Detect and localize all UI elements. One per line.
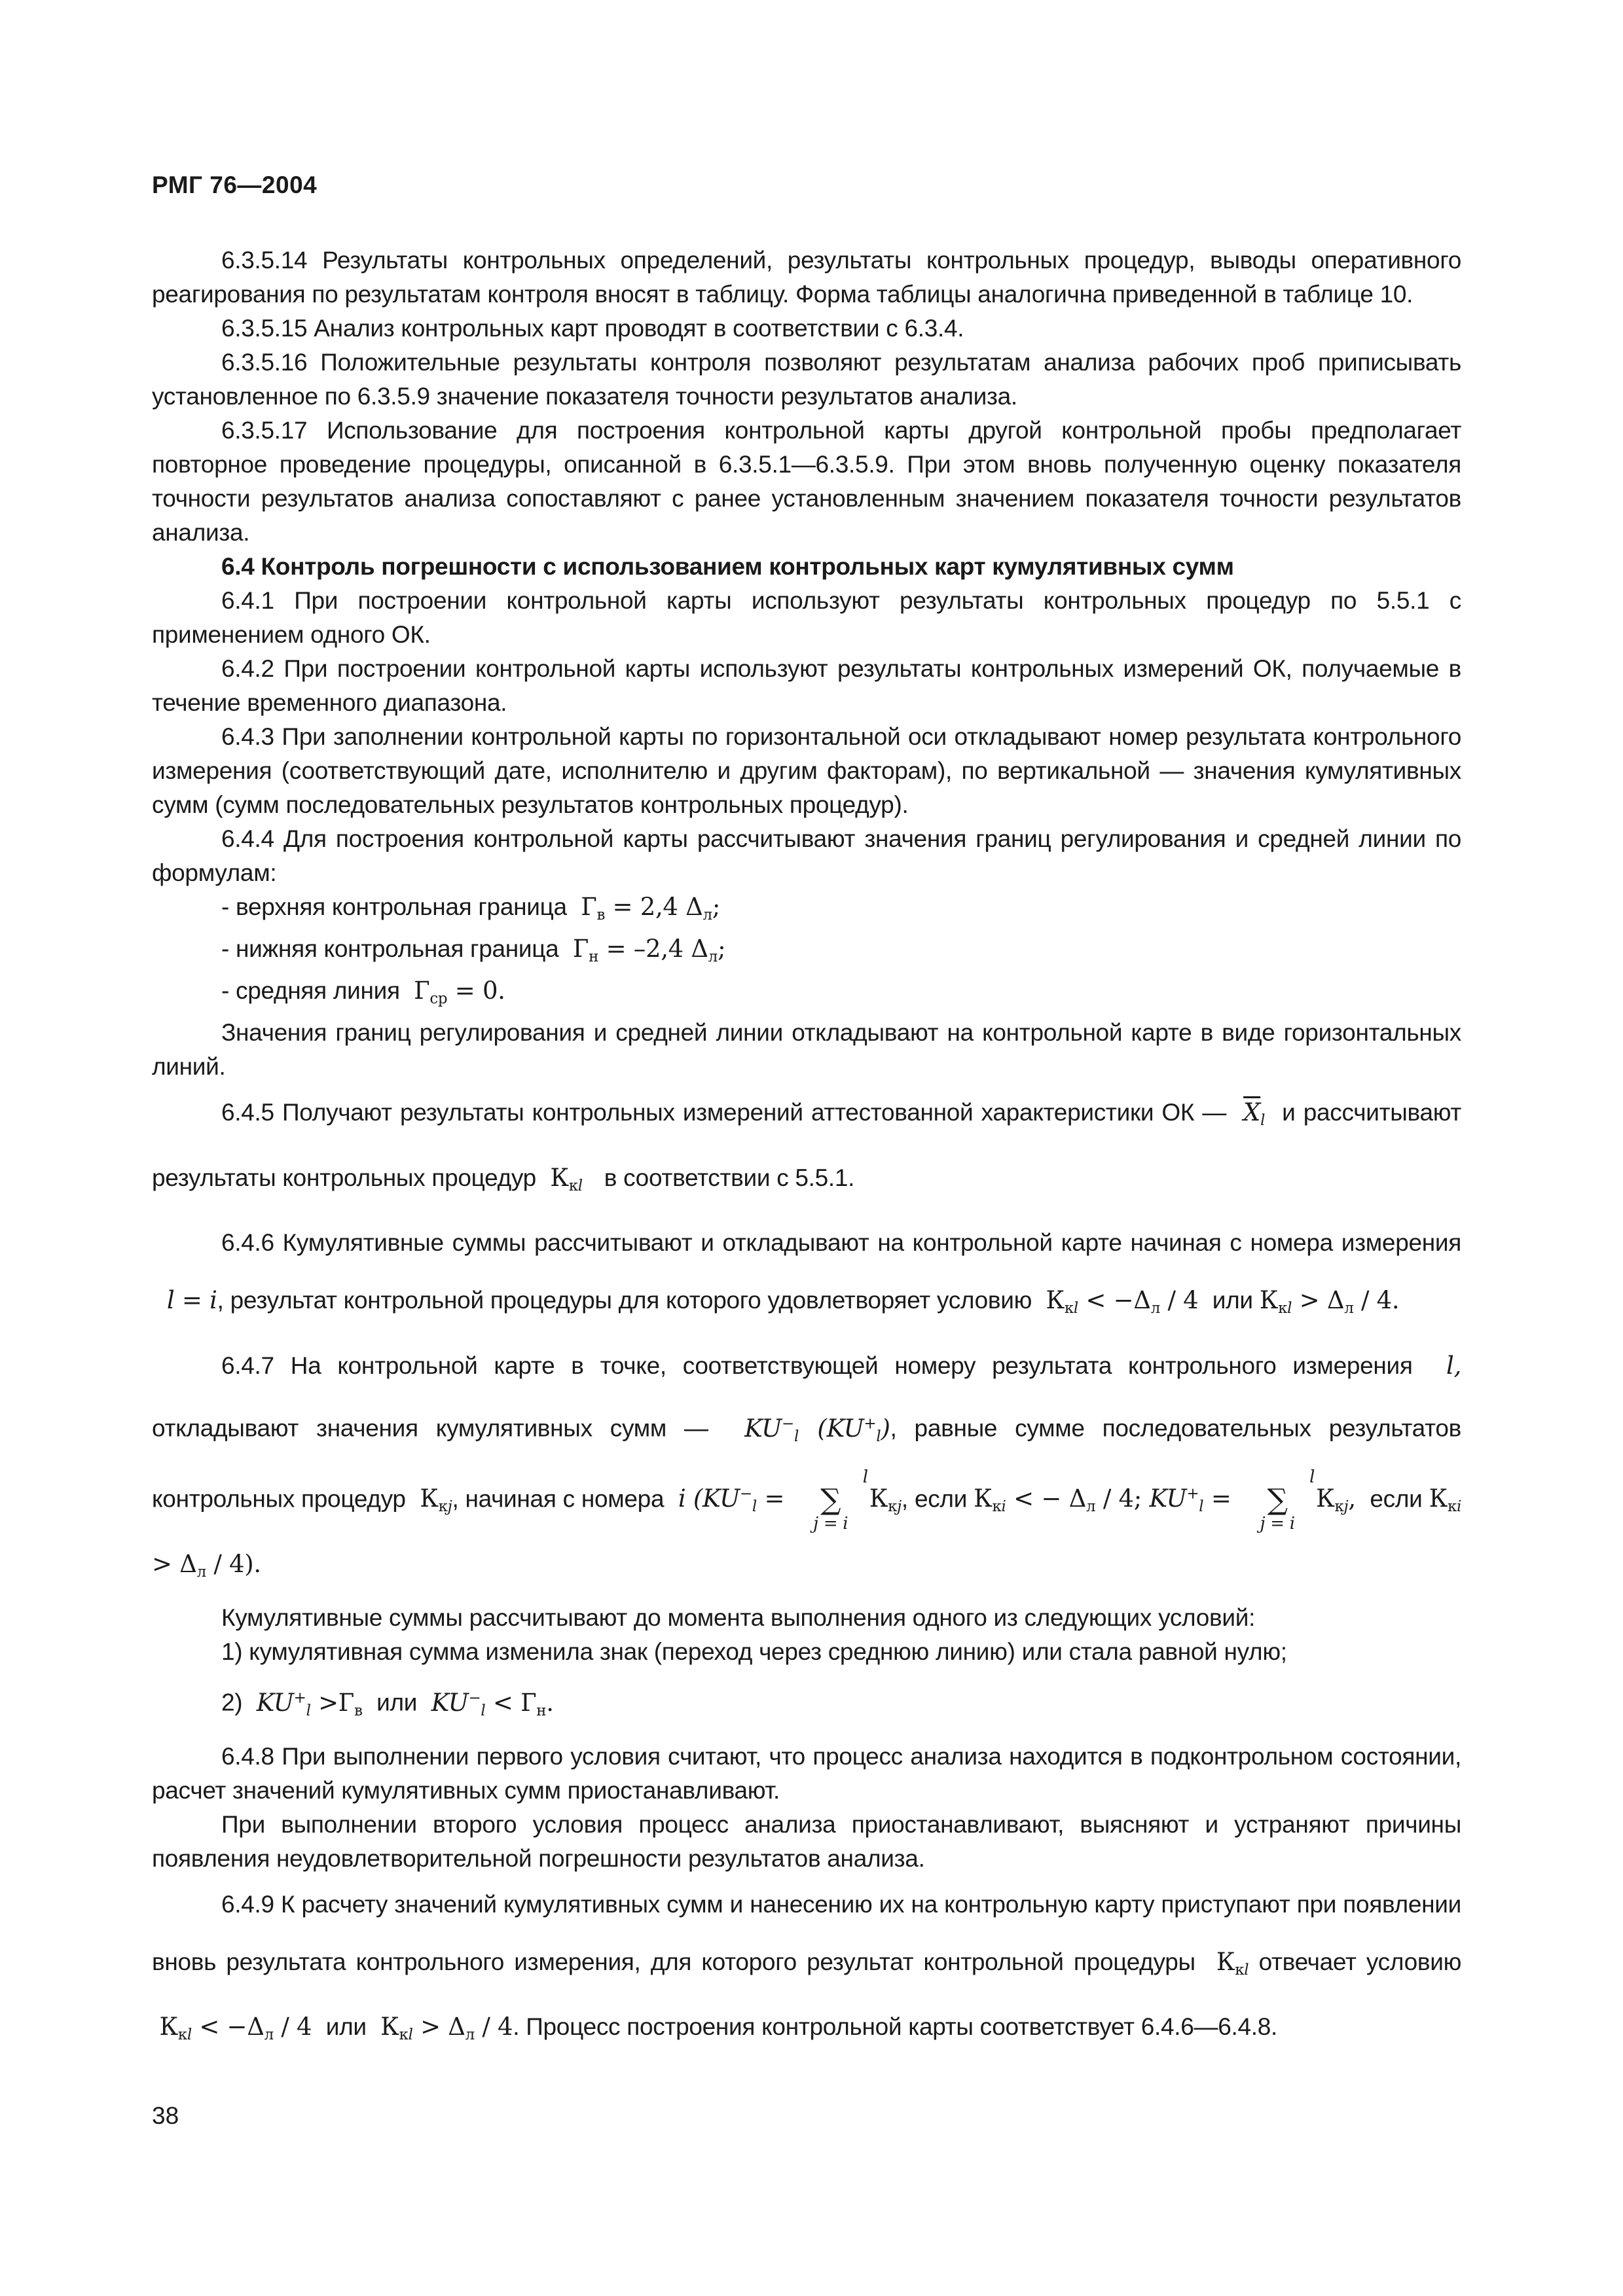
text-segment: откладывают значения кумулятивных сумм —	[152, 1414, 708, 1442]
page-number: 38	[152, 2102, 179, 2129]
paragraph-6-3-5-17: 6.3.5.17 Использование для построения контрольной карты другой контрольной пробы предполагает повторное проведение процедуры, описанной в 6.3.5.1—6.3.5.9. При этом вновь полученную оценку показателя точности результатов анализа сопоставляют с ранее установленным значением показателя точности результатов анализа.	[152, 417, 1461, 546]
list-item-upper-bound	[152, 890, 1461, 932]
text-segment: , если	[901, 1485, 968, 1513]
paragraph-6-4-8: 6.4.8 При выполнении первого условия считают, что процесс анализа находится в подконтрольном состоянии, расчет значений кумулятивных сумм приостанавливают.	[152, 1742, 1461, 1804]
paragraph-6-3-5-15: 6.3.5.15 Анализ контрольных карт проводят в соответствии с 6.3.4.	[221, 315, 964, 342]
formula-l: l,	[1429, 1352, 1462, 1380]
condition-1: 1) кумулятивная сумма изменила знак (переход через среднюю линию) или стала равной нулю;	[221, 1638, 1287, 1666]
paragraph-6-4-4-note: Значения границ регулирования и средней линии откладывают на контрольной карте в виде горизонтальных линий.	[152, 1018, 1461, 1080]
formula-condition-ki-upper: $К_{кi} > \Delta_л / 4$).	[152, 1484, 1462, 1581]
paragraph-6-4-1: 6.4.1 При построении контрольной карты используют результаты контрольных процедур по 5.5.1 с применением одного ОК.	[152, 587, 1461, 648]
text-segment: 6.4.6 Кумулятивные суммы рассчитывают и откладывают на контрольной карте начиная с номера измерения	[221, 1229, 1461, 1257]
text-segment: или	[376, 1689, 418, 1716]
text-segment: 2)	[221, 1689, 243, 1716]
paragraph-6-4-7-continued: Кумулятивные суммы рассчитывают до момента выполнения одного из следующих условий:	[221, 1604, 1256, 1632]
paragraph-6-3-5-14: 6.3.5.14 Результаты контрольных определений, результаты контрольных процедур, выводы оперативного реагирования по результатам контроля вносят в таблицу. Форма таблицы аналогична приведенной в таблице 10.	[152, 247, 1461, 308]
sum-symbol: l ∑ j = i	[1260, 1467, 1315, 1534]
list-item-text: - нижняя контрольная граница	[221, 935, 559, 962]
text-segment: , равные сумме последовательных результатов	[890, 1414, 1462, 1442]
text-segment: , результат контрольной процедуры для которого удовлетворяет условию	[217, 1287, 1032, 1314]
text-segment: , начиная с номера	[452, 1485, 665, 1513]
paragraph-6-4-7	[152, 1337, 1461, 1601]
paragraph-6-4-3: 6.4.3 При заполнении контрольной карты по горизонтальной оси откладывают номер результата контрольного измерения (соответствующий дате, исполнителю и другим факторам), по вертикальной — значения кумулятивных сумм (сумм последовательных результатов контрольных процедур).	[152, 723, 1461, 818]
formula-ku-minus-plus: $KU^-_l$ $(KU^+_l)$	[725, 1414, 890, 1445]
formula-condition-upper: $К_{кl} > \Delta_л / 4$.	[1259, 1286, 1400, 1318]
page-body	[152, 243, 1461, 2064]
list-item-text: - средняя линия	[221, 977, 400, 1004]
formula-l-equals-i: l = i	[152, 1286, 217, 1315]
text-segment: . Процесс построения контрольной карты соответствует 6.4.6—6.4.8.	[513, 2013, 1277, 2041]
paragraph-6-4-5	[152, 1084, 1461, 1215]
text-segment: и рассчитывают результаты контрольных процедур	[152, 1098, 1462, 1191]
list-item-middle-line	[152, 974, 1461, 1016]
paragraph-6-4-2: 6.4.2 При построении контрольной карты используют результаты контрольных измерений ОК, получаемые в течение временного диапазона.	[152, 655, 1461, 716]
paragraph-6-4-4: 6.4.4 Для построения контрольной карты рассчитывают значения границ регулирования и средней линии по формулам:	[152, 825, 1461, 886]
section-heading-6-4: 6.4 Контроль погрешности с использованием контрольных карт кумулятивных сумм	[221, 553, 1234, 580]
paragraph-6-4-9	[152, 1876, 1461, 2064]
formula-lower-bound: $Г_н = -2,4$ $\Delta_л$;	[565, 934, 726, 965]
formula-k-kl: $К_{кl}$	[542, 1163, 583, 1194]
formula-ku-plus-gt-gv: $KU^+_l >Г_в$	[249, 1688, 363, 1719]
formula-ku-minus-sum: i ($KU^-_l = l$ ∑ $j = iК_{кj}$	[670, 1467, 902, 1534]
text-segment: в соответствии с 5.5.1.	[604, 1164, 855, 1191]
formula-condition-upper: $К_{кl} > \Delta_л / 4$	[373, 2013, 513, 2044]
paragraph-6-4-6	[152, 1214, 1461, 1337]
document-code: РМГ 76—2004	[152, 171, 318, 198]
text-segment: контрольных процедур	[152, 1485, 406, 1513]
text-segment: или	[1212, 1287, 1253, 1314]
list-item-lower-bound	[152, 932, 1461, 974]
condition-2	[152, 1669, 1461, 1739]
formula-middle-line: $Г_{ср} = 0$.	[406, 976, 505, 1007]
formula-upper-bound: $Г_в = 2,4$ $\Delta_л$;	[573, 893, 720, 924]
paragraph-6-4-8-second: При выполнении второго условия процесс анализа приостанавливают, выясняют и устраняют причины появления неудовлетворительной погрешности результатов анализа.	[152, 1810, 1461, 1872]
formula-ku-minus-lt-gn: $KU^-_l < Г_н$.	[424, 1688, 554, 1719]
text-segment: 6.4.7 На контрольной карте в точке, соответствующей номеру результата контрольного измерения	[221, 1352, 1413, 1380]
formula-k-kj: $К_{кj}$	[412, 1484, 452, 1516]
text-segment: или	[325, 2013, 367, 2041]
text-segment: 6.4.9 К расчету значений кумулятивных сумм и нанесению их на контрольную карту приступают при появлении вновь результата контрольного измерения, для которого результат контрольной процедуры	[152, 1890, 1461, 1975]
paragraph-6-3-5-16: 6.3.5.16 Положительные результаты контроля позволяют результатам анализа рабочих проб приписывать установленное по 6.3.5.9 значение показателя точности результатов анализа.	[152, 349, 1461, 410]
sum-symbol: l ∑ j = i	[813, 1467, 868, 1534]
formula-condition-ki-lower: $К_{кi}$ < − $\Delta_л / 4$; $KU^+_l = l$ ∑ $j = iК_{кj}$,	[974, 1467, 1364, 1534]
text-segment: 6.4.5 Получают результаты контрольных измерений аттестованной характеристики ОК —	[221, 1098, 1227, 1126]
formula-x-bar: $\overline{X}_l$	[1243, 1098, 1266, 1129]
formula-condition-lower: $К_{кl} < -\Delta_л / 4$	[1038, 1286, 1206, 1318]
text-segment: если	[1370, 1485, 1423, 1513]
formula-k-kl: $К_{кl}$	[1205, 1947, 1249, 1979]
list-item-text: - верхняя контрольная граница	[221, 893, 567, 920]
formula-condition-lower: $К_{кl} < -\Delta_л / 4$	[152, 2013, 319, 2044]
text-segment: отвечает условию	[1258, 1948, 1462, 1975]
